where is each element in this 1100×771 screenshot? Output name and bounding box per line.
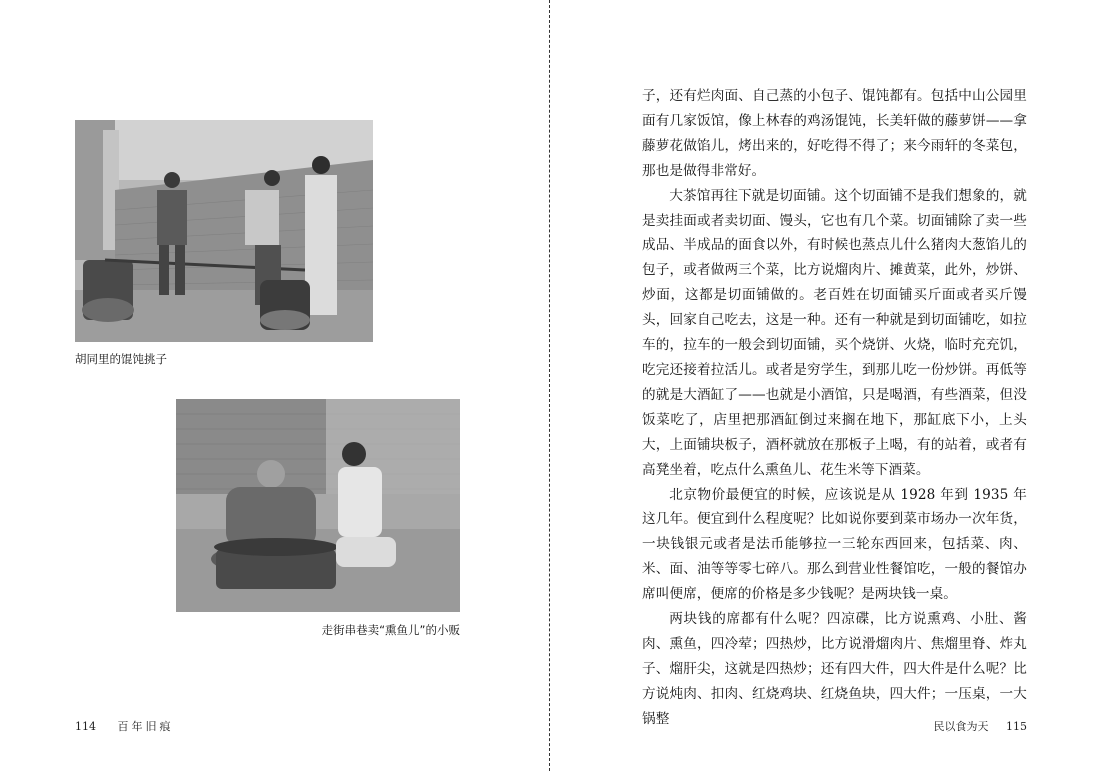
paragraph: 两块钱的席都有什么呢？四凉碟，比方说熏鸡、小肚、酱肉、熏鱼，四冷荤；四热炒，比方说滑熘肉片、焦熘里脊、炸丸子、熘肝尖，这就是四热炒；还有四大件，四大件是什么呢？比方说炖肉、扣肉、红烧鸡块、红烧鱼块，四大件；一压桌，一大锅整 <box>642 611 1027 727</box>
paragraph: 大茶馆再往下就是切面铺。这个切面铺不是我们想象的，就是卖挂面或者卖切面、馒头，它也有几个菜。切面铺除了卖一些成品、半成品的面食以外，有时候也蒸点儿什么猪肉大葱馅儿的包子，或者做两三个菜，比方说熘肉片、摊黄菜，此外，炒饼、炒面，这都是切面铺做的。老百姓在切面铺买斤面或者买斤馒头，回家自己吃去，这是一种。还有一种就是到切面铺吃，如拉车的，拉车的一般会到切面铺，买个烧饼、火烧，临时充充饥，吃完还接着拉活儿。或者是穷学生，到那儿吃一份炒饼。再低等的就是大酒缸了——也就是小酒馆，只是喝酒，有些酒菜，但没饭菜吃了，店里把那酒缸倒过来搁在地下，那缸底下小，上头大，上面铺块板子，酒杯就放在那板子上喝，有的站着，或者有高凳坐着，吃点什么熏鱼儿、花生米等下酒菜。 <box>642 187 1027 478</box>
running-title: 民以食为天 <box>933 720 989 733</box>
photo-wonton-vendors <box>75 120 373 342</box>
photo-smoked-fish-vendor <box>176 399 460 612</box>
right-page-footer <box>934 718 1028 734</box>
paragraph: 子，还有烂肉面、自己蒸的小包子、馄饨都有。包括中山公园里面有几家饭馆，像上林春的鸡汤馄饨，长美轩做的藤萝饼——拿藤萝花做馅儿，烤出来的，好吃得不得了；来今雨轩的冬菜包，那也是做得非常好。 <box>642 88 1027 179</box>
photo-caption: 胡同里的馄饨挑子 <box>75 352 167 366</box>
spread-divider <box>549 0 550 771</box>
running-title: 百年旧痕 <box>117 720 174 733</box>
page-number: 114 <box>75 720 96 733</box>
body-text <box>642 84 1027 732</box>
paragraph: 北京物价最便宜的时候，应该说是从 1928 年到 1935 年这几年。便宜到什么程度呢？比如说你要到菜市场办一次年货，一块钱银元或者是法币能够拉一三轮东西回来，包括菜、肉、米、面、油等等零七碎八。那么到营业性餐馆吃，一般的餐馆办席叫便席，便席的价格是多少钱呢？是两块钱一桌。 <box>642 486 1027 603</box>
left-page-footer <box>75 718 174 734</box>
photo-caption: 走街串巷卖“熏鱼儿”的小贩 <box>321 623 460 637</box>
page-number: 115 <box>1006 720 1027 733</box>
